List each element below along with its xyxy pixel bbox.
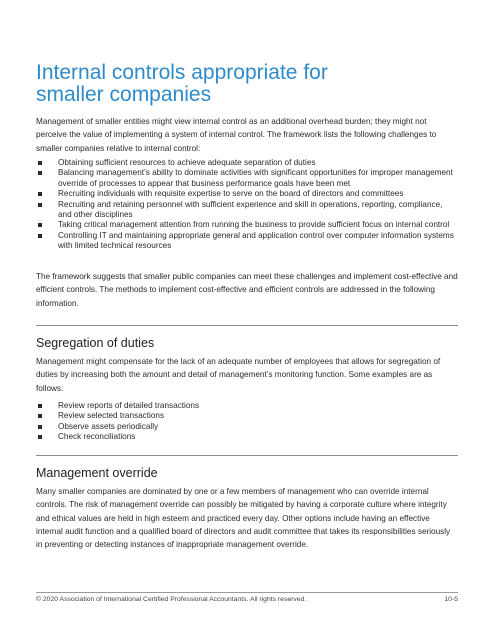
section-divider bbox=[36, 325, 458, 326]
section-heading-override: Management override bbox=[36, 466, 158, 480]
list-item: Recruiting and retaining personnel with sufficient experience and skill in operations, reporting, compliance, and other disciplines bbox=[36, 200, 458, 221]
bullet-icon bbox=[38, 435, 42, 439]
list-item: Controlling IT and maintaining appropriate general and application control over computer information systems with limited technical resources bbox=[36, 231, 458, 252]
bullet-icon bbox=[38, 203, 42, 207]
page-number: 10-5 bbox=[444, 596, 458, 603]
intro-paragraph: Management of smaller entities might view internal control as an additional overhead burden; they might not perceive the value of implementing a system of internal control. The framework lists the following challenges to smaller companies relative to internal control: bbox=[36, 117, 437, 153]
list-item: Taking critical management attention from running the business to provide sufficient focus on internal control bbox=[36, 220, 458, 230]
segregation-paragraph: Management might compensate for the lack of an adequate number of employees that allows for segregation of duties by increasing both the amount and detail of management’s monitoring function. Some examples are as follows: bbox=[36, 357, 441, 393]
bullet-icon bbox=[38, 161, 42, 165]
framework-paragraph: The framework suggests that smaller public companies can meet these challenges and implement cost-effective and efficient controls. The methods to implement cost-effective and efficient controls are addressed in the following information. bbox=[36, 272, 458, 308]
footer-divider bbox=[36, 592, 458, 593]
list-item: Review reports of detailed transactions bbox=[36, 401, 458, 411]
section-heading-segregation: Segregation of duties bbox=[36, 336, 155, 350]
list-item: Check reconciliations bbox=[36, 432, 458, 442]
segregation-examples-list bbox=[36, 401, 458, 443]
bullet-icon bbox=[38, 223, 42, 227]
page-title-line-1: Internal controls appropriate for bbox=[36, 61, 328, 84]
bullet-icon bbox=[38, 404, 42, 408]
list-item: Review selected transactions bbox=[36, 411, 458, 421]
section-divider bbox=[36, 455, 458, 456]
page-title bbox=[36, 62, 458, 106]
copyright-text: © 2020 Association of International Certified Professional Accountants. All rights reserved. bbox=[36, 596, 307, 603]
list-item: Balancing management’s ability to dominate activities with significant opportunities for improper management override of processes to appear that business performance goals have been met bbox=[36, 168, 458, 189]
challenges-list bbox=[36, 158, 458, 252]
override-paragraph: Many smaller companies are dominated by one or a few members of management who can override internal controls. The risk of management override can possibly be mitigated by having a corporate culture where integrity and ethical values are held in high esteem and practiced every day. Other options include having an effective internal audit function and a qualified board of directors and audit committee that takes its responsibilities seriously in preventing or detecting instances of inappropriate management override. bbox=[36, 487, 451, 550]
bullet-icon bbox=[38, 425, 42, 429]
bullet-icon bbox=[38, 234, 42, 238]
bullet-icon bbox=[38, 414, 42, 418]
list-item: Observe assets periodically bbox=[36, 422, 458, 432]
list-item: Obtaining sufficient resources to achieve adequate separation of duties bbox=[36, 158, 458, 168]
page-title-line-2: smaller companies bbox=[36, 83, 212, 106]
bullet-icon bbox=[38, 192, 42, 196]
bullet-icon bbox=[38, 171, 42, 175]
list-item: Recruiting individuals with requisite expertise to serve on the board of directors and committees bbox=[36, 189, 458, 199]
